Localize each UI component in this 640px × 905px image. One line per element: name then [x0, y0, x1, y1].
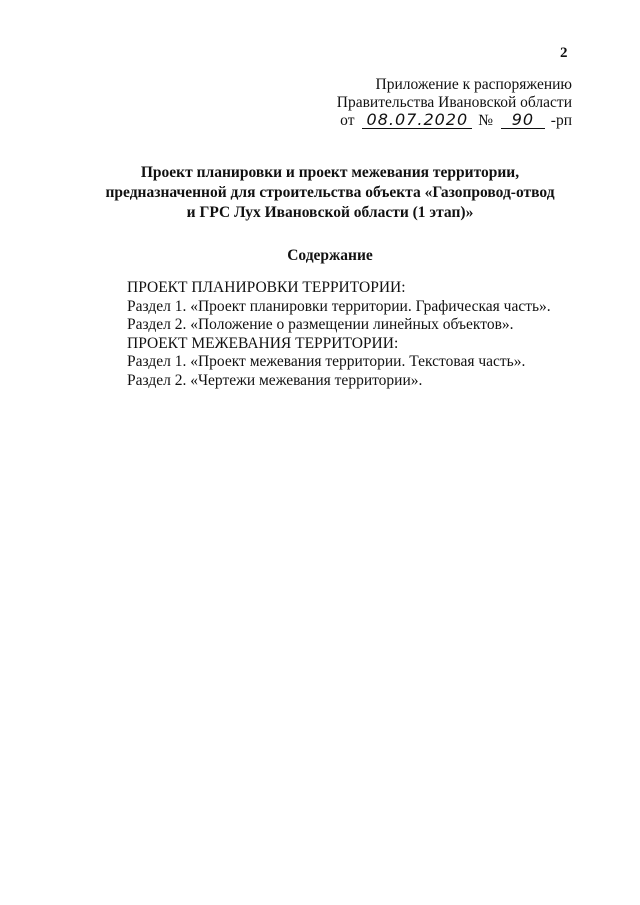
contents-item: ПРОЕКТ ПЛАНИРОВКИ ТЕРРИТОРИИ: [127, 279, 406, 296]
contents-item: Раздел 1. «Проект планировки территории. Графическая часть». [127, 297, 551, 315]
contents-list [127, 279, 551, 390]
order-reference [252, 112, 572, 130]
order-suffix: -рп [550, 112, 572, 129]
appendix-block [252, 76, 572, 130]
contents-item: Раздел 2. «Положение о размещении линейных объектов». [127, 316, 514, 333]
contents-item: ПРОЕКТ МЕЖЕВАНИЯ ТЕРРИТОРИИ: [127, 334, 399, 352]
contents-heading: Содержание [287, 247, 373, 264]
appendix-line-2: Правительства Ивановской области [336, 94, 572, 111]
contents-item: Раздел 2. «Чертежи межевания территории». [127, 371, 423, 389]
contents-item: Раздел 1. «Проект межевания территории. Текстовая часть». [127, 353, 526, 370]
from-label: от [340, 112, 355, 129]
document-title [60, 163, 600, 223]
handwritten-number: 90 [501, 112, 545, 129]
number-label: № [478, 112, 494, 129]
title-line-1: Проект планировки и проект межевания территории, [140, 164, 520, 181]
title-line-2: предназначенной для строительства объекта «Газопровод-отвод [105, 184, 555, 201]
page-number: 2 [560, 45, 568, 61]
handwritten-date: 08.07.2020 [362, 112, 472, 129]
appendix-line-1: Приложение к распоряжению [375, 76, 572, 93]
title-line-3: и ГРС Лух Ивановской области (1 этап)» [186, 204, 474, 221]
